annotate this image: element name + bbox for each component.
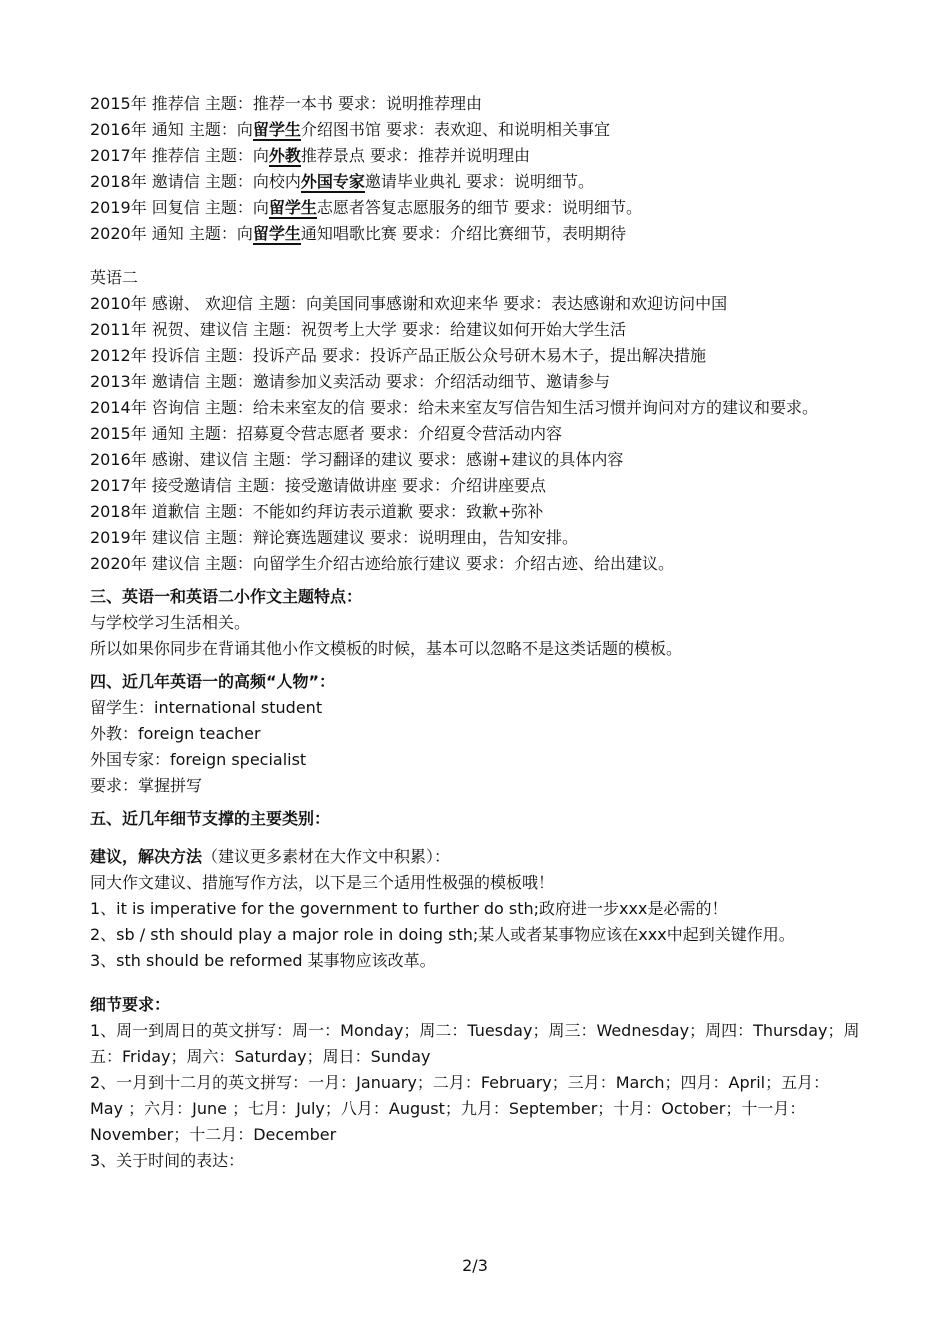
spacer <box>90 247 860 265</box>
english1-item <box>90 221 860 247</box>
suggestions-note: （建议更多素材在大作文中积累）： <box>202 847 451 866</box>
english2-item: 2013年 邀请信 主题：邀请参加义卖活动 要求：介绍活动细节、邀请参与 <box>90 372 610 391</box>
section-4-line: 外国专家：foreign specialist <box>90 750 307 769</box>
item-text: 2017年 推荐信 主题：向 <box>90 146 269 165</box>
suggestions-heading <box>90 844 860 870</box>
details-line: 1、周一到周日的英文拼写：周一：Monday；周二：Tuesday；周三：Wednesday；周四：Thursday；周五：Friday；周六：Saturday；周日：Sunday <box>90 1021 860 1066</box>
item-text: 推荐景点 要求：推荐并说明理由 <box>300 146 531 165</box>
suggestions-line: 1、it is imperative for the government to further do sth;政府进一步xxx是必需的！ <box>90 899 728 918</box>
section-3-line: 所以如果你同步在背诵其他小作文模板的时候，基本可以忽略不是这类话题的模板。 <box>90 639 683 658</box>
item-text: 志愿者答复志愿服务的细节 要求：说明细节。 <box>316 198 643 217</box>
english1-item <box>90 169 860 195</box>
spacer <box>90 832 860 844</box>
suggestions-line: 2、sb / sth should play a major role in doing sth;某人或者某事物应该在xxx中起到关键作用。 <box>90 925 795 944</box>
item-text: 2016年 通知 主题：向 <box>90 120 253 139</box>
suggestions-line: 3、sth should be reformed 某事物应该改革。 <box>90 951 436 970</box>
english1-item <box>90 117 860 143</box>
item-text: 介绍图书馆 要求：表欢迎、和说明相关事宜 <box>300 120 611 139</box>
section-5-heading: 五、近几年细节支撑的主要类别： <box>90 809 331 828</box>
suggestions-line: 同大作文建议、措施写作方法，以下是三个适用性极强的模板哦！ <box>90 873 555 892</box>
section-4-line: 外教：foreign teacher <box>90 724 261 743</box>
english2-item: 2011年 祝贺、建议信 主题：祝贺考上大学 要求：给建议如何开始大学生活 <box>90 320 626 339</box>
underlined-person: 留学生 <box>252 120 301 139</box>
underlined-person: 外教 <box>268 146 301 165</box>
english1-item <box>90 143 860 169</box>
english2-item: 2017年 接受邀请信 主题：接受邀请做讲座 要求：介绍讲座要点 <box>90 476 546 495</box>
underlined-person: 留学生 <box>268 198 317 217</box>
section-3-heading: 三、英语一和英语二小作文主题特点： <box>90 587 363 606</box>
item-text: 邀请毕业典礼 要求：说明细节。 <box>364 172 595 191</box>
underlined-person: 留学生 <box>252 224 301 243</box>
english2-item: 2018年 道歉信 主题：不能如约拜访表示道歉 要求：致歉+弥补 <box>90 502 544 521</box>
english2-item: 2020年 建议信 主题：向留学生介绍古迹给旅行建议 要求：介绍古迹、给出建议。 <box>90 554 674 573</box>
details-line: 3、关于时间的表达： <box>90 1151 245 1170</box>
section-4-heading: 四、近几年英语一的高频“人物”： <box>90 672 336 691</box>
item-text: 2018年 邀请信 主题：向校内 <box>90 172 301 191</box>
english2-item: 2012年 投诉信 主题：投诉产品 要求：投诉产品正版公众号研木易木子，提出解决措施 <box>90 346 706 365</box>
english2-item: 2019年 建议信 主题：辩论赛选题建议 要求：说明理由，告知安排。 <box>90 528 578 547</box>
page-number: 2/3 <box>462 1256 488 1275</box>
english2-item: 2015年 通知 主题：招募夏令营志愿者 要求：介绍夏令营活动内容 <box>90 424 562 443</box>
item-text: 2015年 推荐信 主题：推荐一本书 要求：说明推荐理由 <box>90 94 482 113</box>
english1-item <box>90 91 860 117</box>
item-text: 2019年 回复信 主题：向 <box>90 198 269 217</box>
page-content <box>90 91 860 1174</box>
english2-item: 2014年 咨询信 主题：给未来室友的信 要求：给未来室友写信告知生活习惯并询问对方的建议和要求。 <box>90 398 818 417</box>
details-heading: 细节要求： <box>90 995 171 1014</box>
english1-list <box>90 91 860 247</box>
underlined-person: 外国专家 <box>300 172 365 191</box>
english2-item: 2010年 感谢、 欢迎信 主题：向美国同事感谢和欢迎来华 要求：表达感谢和欢迎访问中国 <box>90 294 728 313</box>
item-text: 通知唱歌比赛 要求：介绍比赛细节，表明期待 <box>300 224 627 243</box>
english2-list <box>90 291 860 577</box>
section-4-line: 留学生：international student <box>90 698 323 717</box>
english2-title: 英语二 <box>90 268 139 287</box>
section-3-line: 与学校学习生活相关。 <box>90 613 251 632</box>
english1-item <box>90 195 860 221</box>
suggestions-label: 建议，解决方法 <box>90 847 203 866</box>
section-4-line: 要求：掌握拼写 <box>90 776 203 795</box>
item-text: 2020年 通知 主题：向 <box>90 224 253 243</box>
english2-item: 2016年 感谢、建议信 主题：学习翻译的建议 要求：感谢+建议的具体内容 <box>90 450 624 469</box>
details-line: 2、一月到十二月的英文拼写：一月：January；二月：February；三月：March；四月：April；五月：May ；六月：June ；七月：July；八月：August；九月：September；十月：October；十一月：November；十二月：December <box>90 1073 830 1144</box>
spacer <box>90 974 860 992</box>
